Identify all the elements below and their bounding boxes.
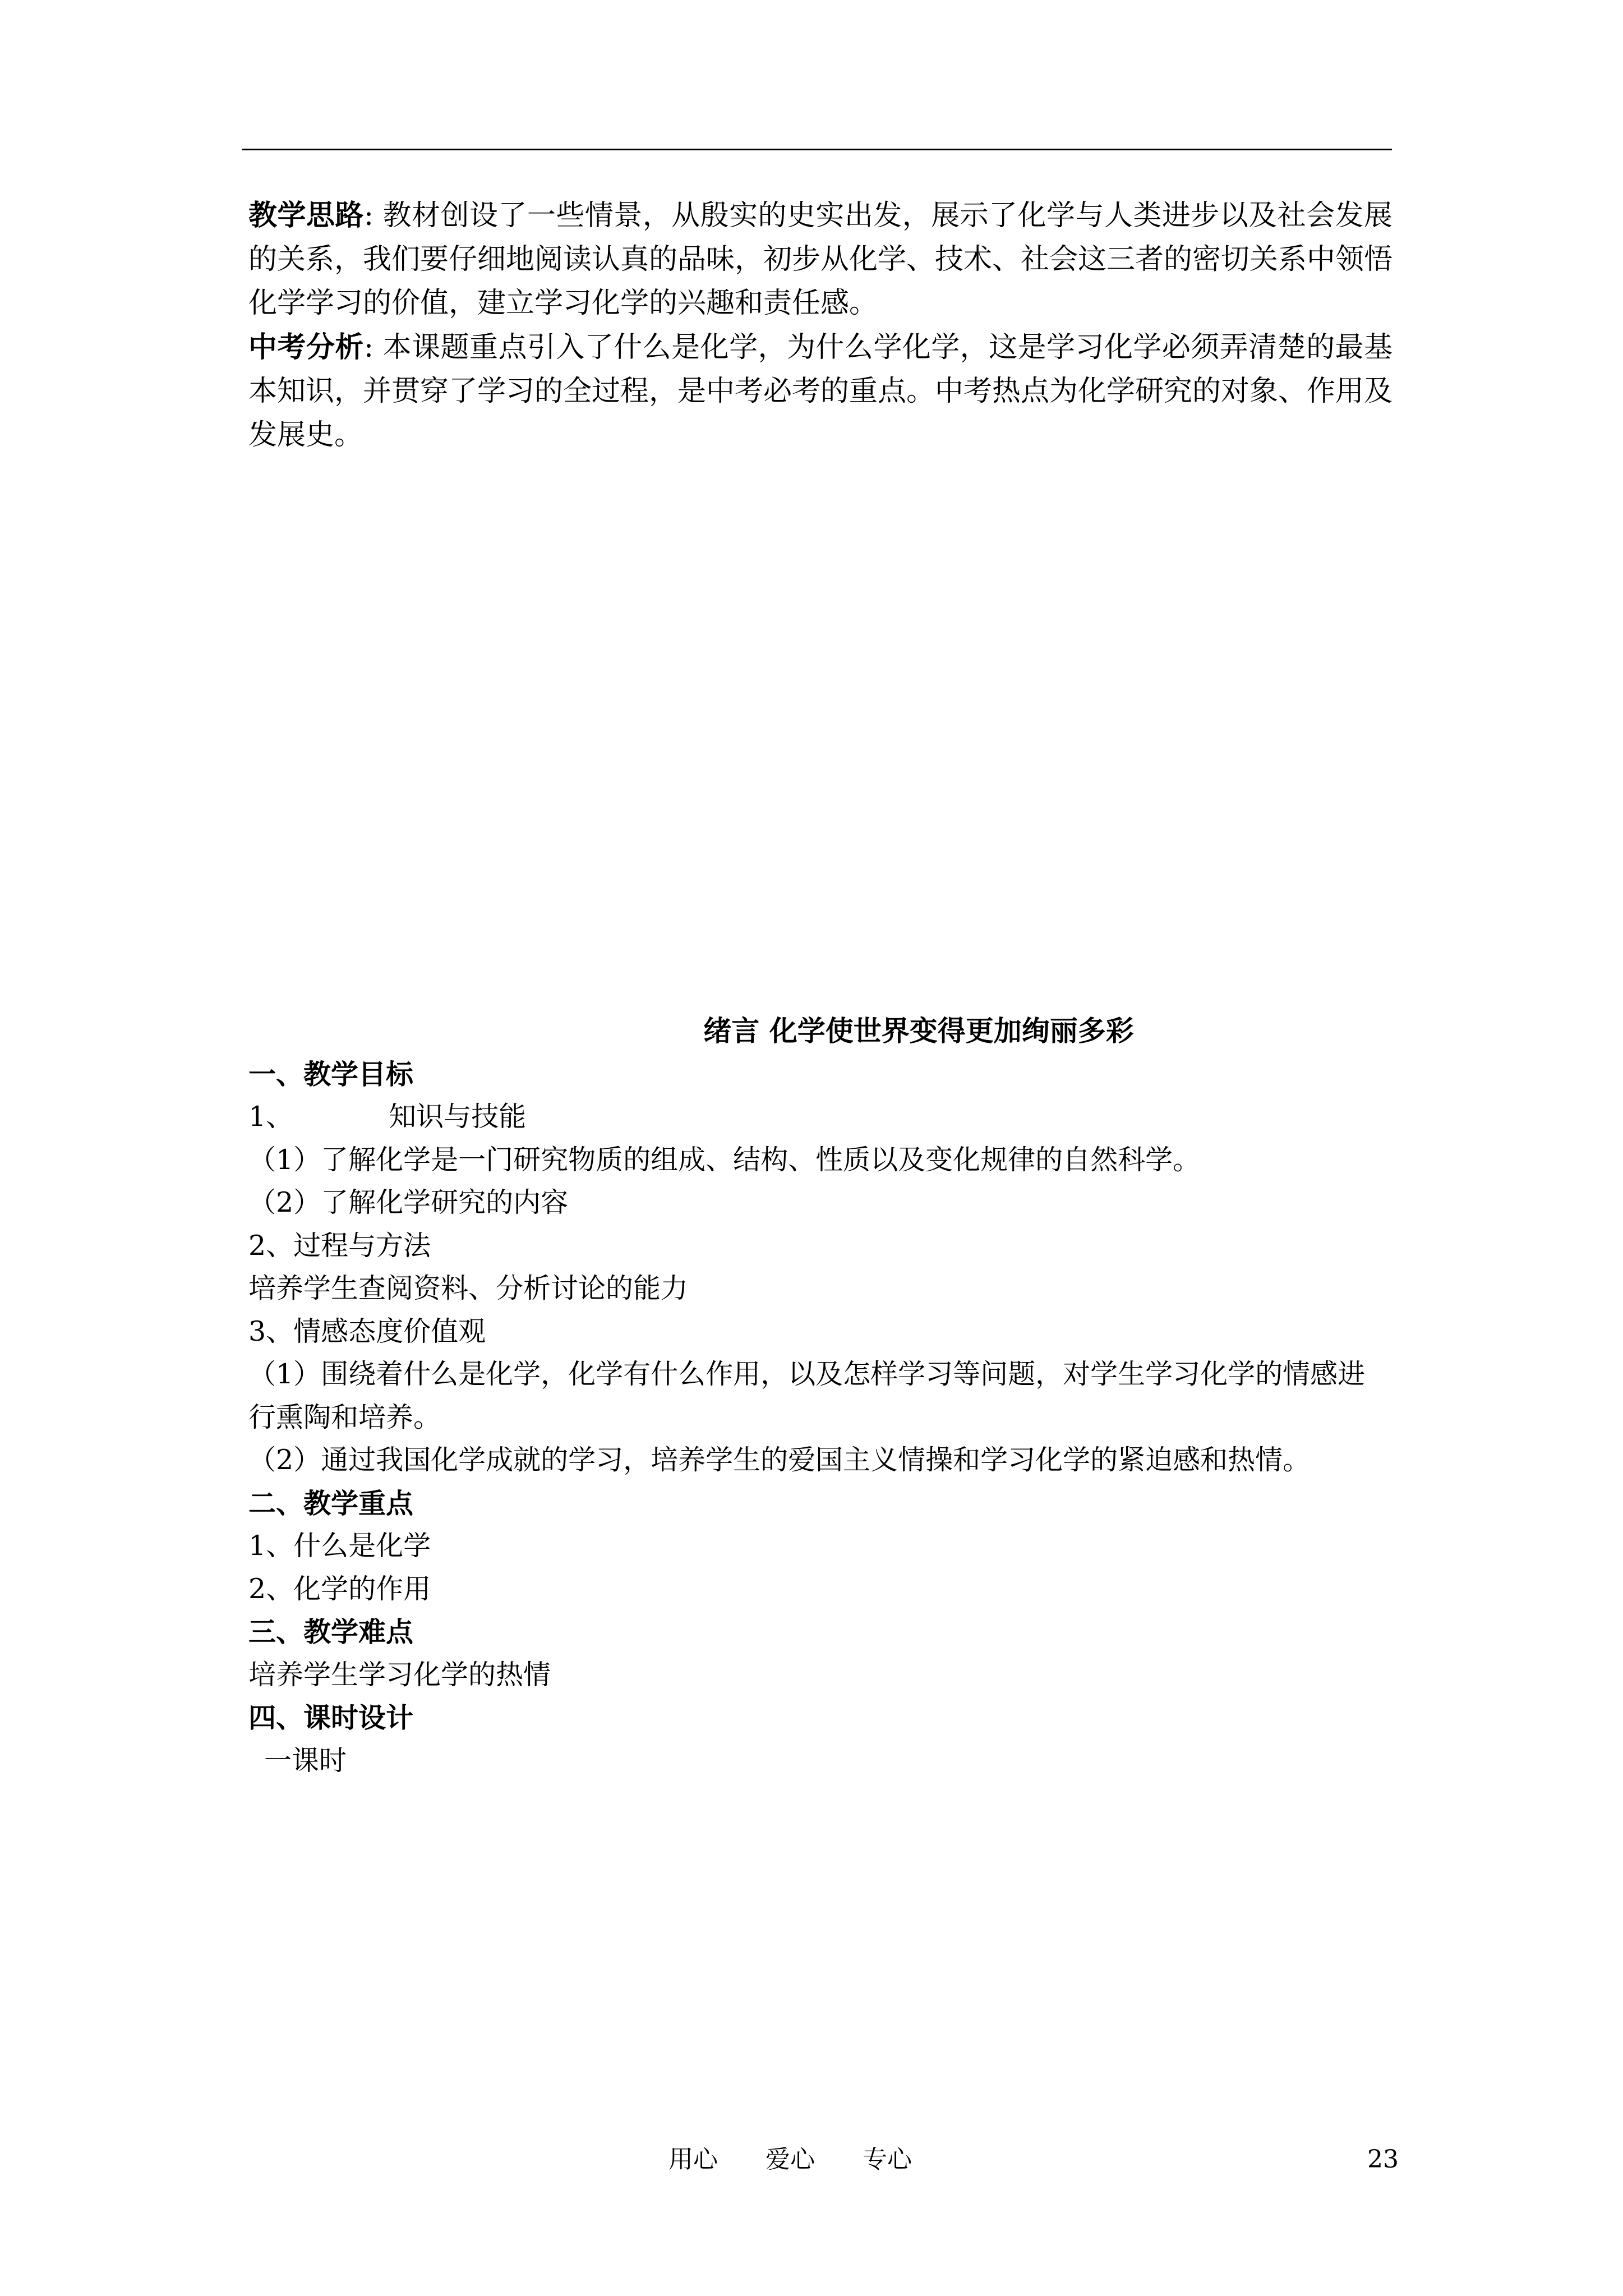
footer-motto-1: 用心 (668, 2145, 718, 2174)
schedule-item-1: 一课时 (264, 1744, 347, 1777)
key-point-1: 1、什么是化学 (248, 1530, 431, 1562)
objective-item-3b: （2）通过我国化学成就的学习，培养学生的爱国主义情操和学习化学的紧迫感和热情。 (248, 1444, 1311, 1476)
section-heading-key-points: 二、教学重点 (248, 1487, 414, 1520)
lesson-title: 绪言 化学使世界变得更加绚丽多彩 (703, 1014, 1134, 1047)
section-heading-difficulties: 三、教学难点 (248, 1616, 414, 1648)
header-rule (242, 149, 1392, 150)
difficulty-1: 培养学生学习化学的热情 (248, 1658, 551, 1691)
teaching-approach-text: : 教材创设了一些情景，从殷实的史实出发，展示了化学与人类进步以及社会发展的关系，我们要仔细地阅读认真的品味，初步从化学、技术、社会这三者的密切关系中领悟化学学习的价值，建立学习化学的兴趣和责任感。 (248, 199, 1393, 320)
objective-item-1-number: 1、 (248, 1101, 294, 1133)
objective-item-1 (248, 1096, 1393, 1139)
lesson-plan (248, 1010, 1393, 1782)
objective-item-3a: （1）围绕着什么是化学，化学有什么作用，以及怎样学习等问题，对学生学习化学的情感进行熏陶和培养。 (248, 1358, 1366, 1433)
exam-analysis-text: : 本课题重点引入了什么是化学，为什么学化学，这是学习化学必须弄清楚的最基本知识，并贯穿了学习的全过程，是中考必考的重点。中考热点为化学研究的对象、作用及发展史。 (248, 331, 1393, 452)
footer-motto-2: 爱心 (766, 2145, 815, 2174)
intro-section (248, 194, 1393, 457)
teaching-approach-paragraph (248, 194, 1393, 325)
objective-item-1b: （2）了解化学研究的内容 (248, 1186, 569, 1218)
footer-motto-3: 专心 (863, 2145, 912, 2174)
teaching-approach-lead: 教学思路 (248, 199, 364, 232)
exam-analysis-paragraph (248, 325, 1393, 457)
section-heading-objectives: 一、教学目标 (248, 1057, 414, 1091)
objective-item-1-label: 知识与技能 (389, 1101, 527, 1133)
objective-item-3: 3、情感态度价值观 (248, 1315, 486, 1347)
exam-analysis-lead: 中考分析 (248, 330, 364, 364)
objective-item-2a: 培养学生查阅资料、分析讨论的能力 (248, 1272, 689, 1304)
section-heading-schedule: 四、课时设计 (248, 1701, 414, 1734)
page-number: 23 (1367, 2145, 1399, 2174)
objective-item-2: 2、过程与方法 (248, 1229, 431, 1262)
key-point-2: 2、化学的作用 (248, 1572, 431, 1605)
objective-item-1a: （1）了解化学是一门研究物质的组成、结构、性质以及变化规律的自然科学。 (248, 1143, 1201, 1176)
footer-motto (668, 2143, 960, 2177)
